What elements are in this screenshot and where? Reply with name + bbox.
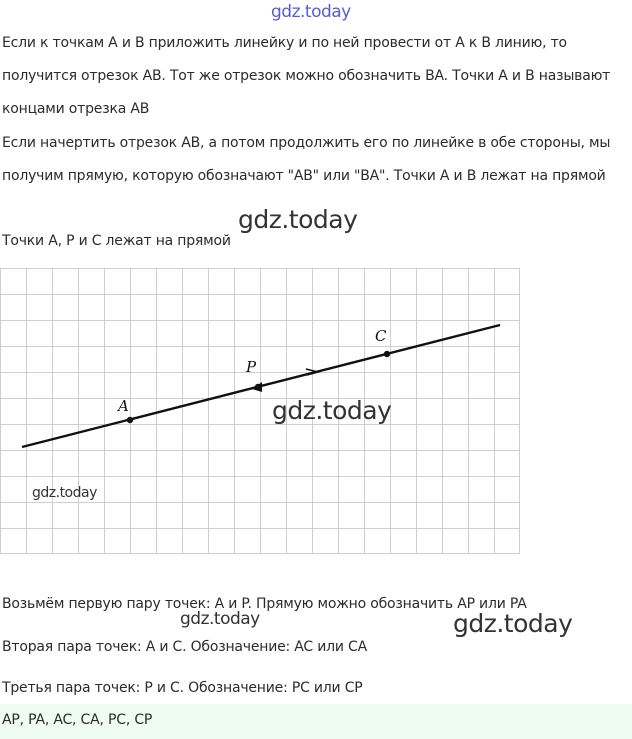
watermark-top: gdz.today <box>271 2 351 22</box>
grid <box>0 268 520 554</box>
point-c-dot <box>384 351 390 357</box>
text-pair-ac: Вторая пара точек: A и C. Обозначение: AC или CA <box>2 639 368 655</box>
watermark-low-1: gdz.today <box>180 609 260 629</box>
text-pair-pc: Третья пара точек: P и C. Обозначение: PC или CP <box>2 680 363 696</box>
point-a-label: A <box>118 397 129 415</box>
watermark-mid-2: gdz.today <box>272 396 392 425</box>
point-c-label: C <box>375 327 387 345</box>
watermark-grid: gdz.today <box>32 485 97 501</box>
point-p-label: P <box>246 358 257 376</box>
answer-text: AP, PA, AC, CA, PC, CP <box>2 712 153 728</box>
paragraph-points-on-line: Точки A, P и C лежат на прямой <box>2 233 231 249</box>
paragraph-line: Если начертить отрезок AB, а потом продолжить его по линейке в обе стороны, мы получим прямую, которую обозначают "AB" или "BA". Точки A и B лежат на прямой <box>2 135 611 184</box>
paragraph-segment: Если к точкам A и B приложить линейку и по ней провести от A к B линию, то получится отрезок AB. Тот же отрезок можно обозначить BA. Точки A и B называют концами отрезка AB <box>2 35 611 117</box>
answer-box <box>0 704 632 739</box>
watermark-low-2: gdz.today <box>453 609 573 638</box>
text-pair-ap: Возьмём первую пару точек: A и P. Прямую можно обозначить AP или PA <box>2 596 527 612</box>
point-a-dot <box>127 417 133 423</box>
watermark-mid-1: gdz.today <box>238 205 358 234</box>
